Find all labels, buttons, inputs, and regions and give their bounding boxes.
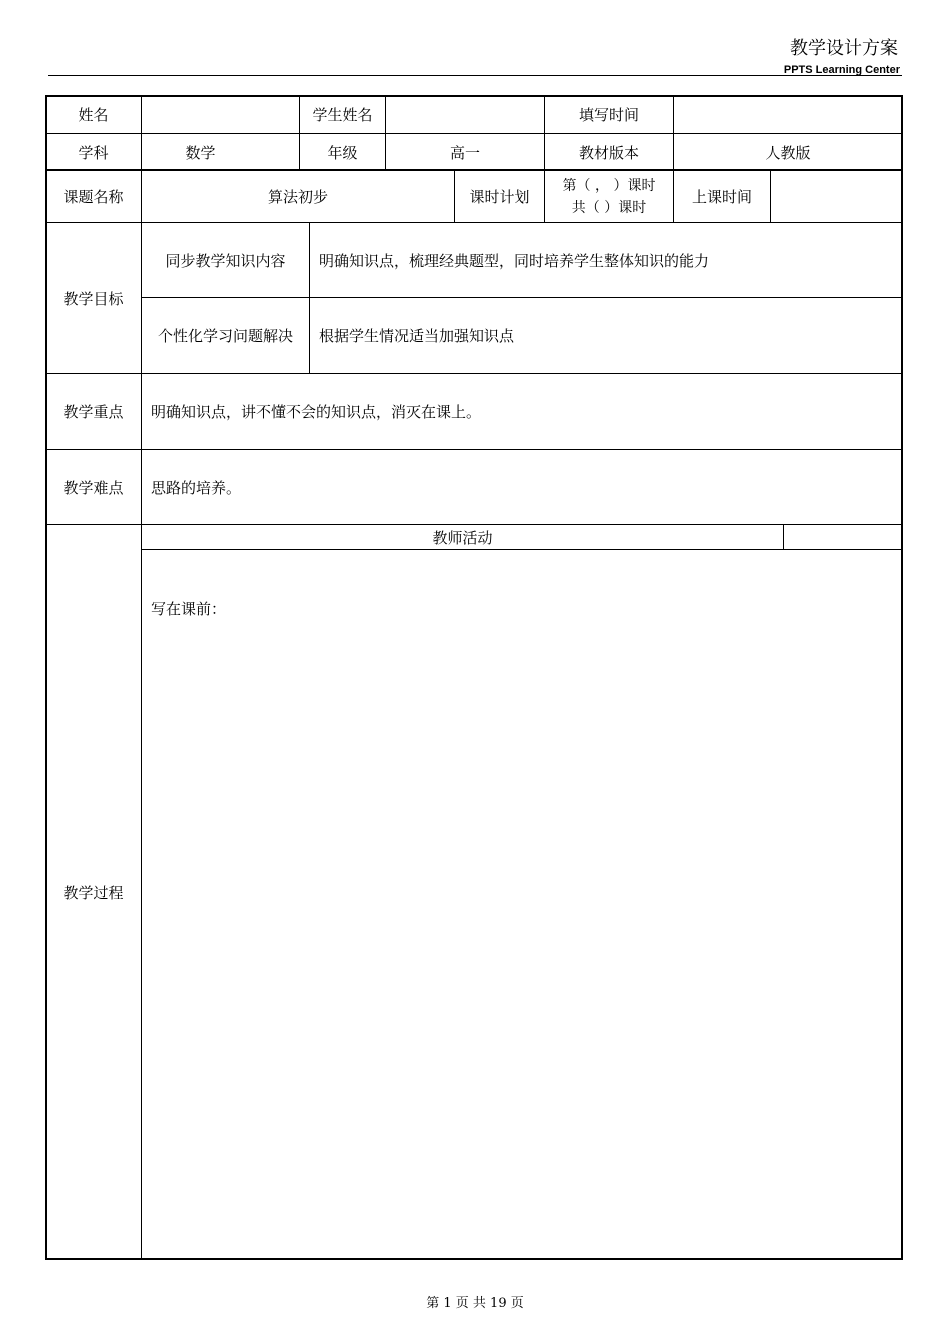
topic-label: 课题名称 [63,188,124,206]
objectives-label: 教学目标 [63,289,124,308]
process-content: 写在课前： [151,599,227,618]
grade-label: 年级 [327,143,358,162]
class-time-field[interactable] [771,171,902,222]
difficulties-value: 思路的培养。 [151,478,242,497]
lesson-plan-label: 课时计划 [469,188,530,206]
textbook-label: 教材版本 [578,143,639,162]
page-number: 第 1 页 共 19 页 [426,1296,524,1311]
student-name-label: 学生姓名 [312,106,373,124]
header-divider [48,75,902,76]
row-divider [141,549,902,550]
name-label: 姓名 [78,106,109,124]
objective-item-value: 明确知识点，梳理经典题型，同时培养学生整体知识的能力 [319,251,710,270]
fill-time-label: 填写时间 [578,106,639,124]
objective-item-value: 根据学生情况适当加强知识点 [319,327,515,345]
textbook-value: 人教版 [765,143,811,162]
fill-time-field[interactable] [674,96,902,133]
grade-value: 高一 [449,143,480,162]
class-time-label: 上课时间 [691,188,752,206]
key-points-value: 明确知识点，讲不懂不会的知识点，消灭在课上。 [151,403,482,421]
objective-item-label: 个性化学习问题解决 [157,327,293,345]
lesson-plan-value [545,171,673,222]
subject-label: 学科 [78,143,109,162]
objective-item-label: 同步教学知识内容 [165,251,286,270]
lesson-plan-line2: 共（ ）课时 [571,199,647,216]
lesson-plan-line1: 第（ ， ）课时 [562,177,656,194]
name-field[interactable] [142,96,299,133]
document-title: 教学设计方案 [790,38,898,59]
teacher-activity-header: 教师活动 [432,528,493,547]
key-points-label: 教学重点 [63,403,124,421]
student-name-field[interactable] [386,96,544,133]
document-subtitle: PPTS Learning Center [783,64,900,76]
difficulties-label: 教学难点 [63,478,124,497]
process-label: 教学过程 [63,883,124,902]
subject-value: 数学 [185,143,216,162]
side-column-header [784,525,902,549]
topic-value: 算法初步 [267,188,328,206]
